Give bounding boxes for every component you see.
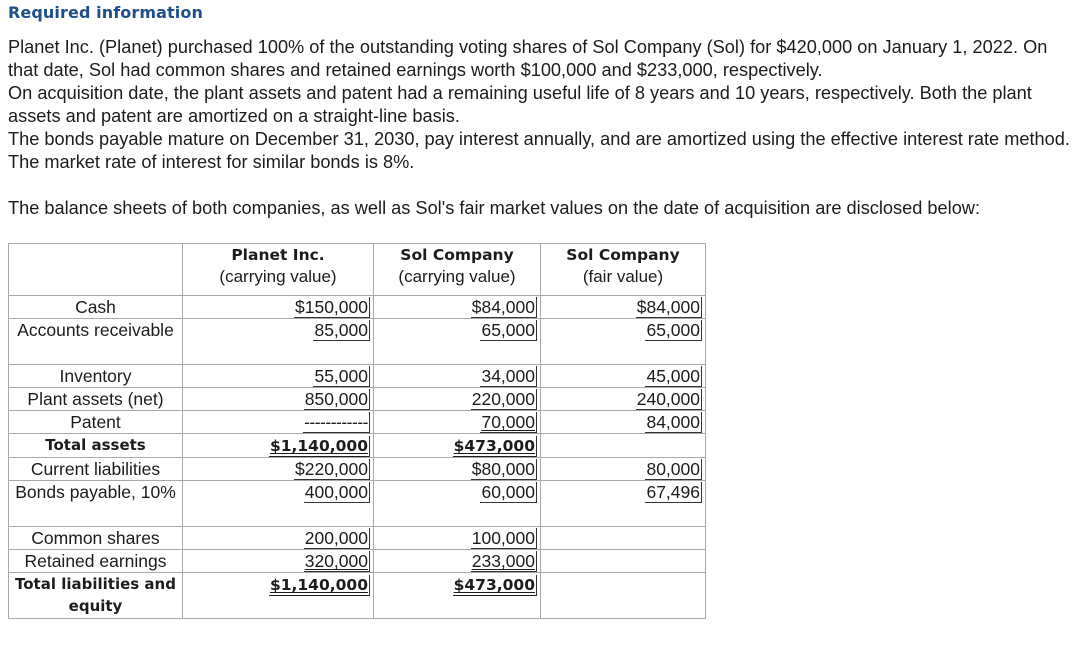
- header-sol-carrying-title: Sol Company: [400, 246, 514, 264]
- cell-planet: 850,000: [304, 389, 368, 409]
- row-label: Common shares: [9, 527, 183, 550]
- cell-sol-carrying: 60,000: [481, 482, 535, 502]
- cell-sol-carrying: $84,000: [471, 297, 535, 317]
- paragraph-acquisition: Planet Inc. (Planet) purchased 100% of the outstanding voting shares of Sol Company (Sol) for $420,000 on January 1, 2022. On that date, Sol had common shares and retained earnings worth $100,000 and $233,000, respectively.: [8, 37, 1048, 80]
- required-information-heading: Required information: [8, 3, 203, 22]
- cell-sol-fair: $84,000: [636, 297, 700, 317]
- cell-planet: $150,000: [295, 297, 368, 317]
- row-cash: [9, 296, 706, 319]
- header-corner: [9, 244, 183, 296]
- cell-sol-carrying: 34,000: [481, 366, 535, 386]
- row-label: Plant assets (net): [9, 388, 183, 411]
- row-label: Retained earnings: [9, 550, 183, 573]
- row-inventory: [9, 365, 706, 388]
- header-planet: [183, 244, 374, 296]
- cell-sol-fair: 65,000: [646, 320, 700, 340]
- cell-sol-carrying: $473,000: [453, 437, 535, 455]
- header-planet-title: Planet Inc.: [231, 246, 325, 264]
- cell-planet: $1,140,000: [269, 437, 368, 455]
- row-total-liabilities-equity: [9, 573, 706, 619]
- header-sol-carrying-sub: (carrying value): [398, 267, 516, 286]
- cell-sol-fair: 67,496: [646, 482, 700, 502]
- cell-sol-fair: 80,000: [646, 459, 700, 479]
- cell-planet: 200,000: [304, 528, 368, 548]
- cell-planet: 320,000: [304, 551, 368, 571]
- row-label: Total assets: [9, 434, 183, 458]
- cell-planet: $1,140,000: [269, 576, 368, 594]
- row-total-assets: [9, 434, 706, 458]
- row-label: Patent: [9, 411, 183, 434]
- row-common-shares: [9, 527, 706, 550]
- row-label: Current liabilities: [9, 458, 183, 481]
- cell-sol-carrying: $473,000: [453, 576, 535, 594]
- cell-planet: 85,000: [314, 320, 368, 340]
- row-current-liabilities: [9, 458, 706, 481]
- header-sol-fair-sub: (fair value): [582, 267, 664, 286]
- row-patent: [9, 411, 706, 434]
- cell-sol-carrying: 100,000: [471, 528, 535, 548]
- row-retained-earnings: [9, 550, 706, 573]
- row-bonds-payable: [9, 481, 706, 527]
- header-sol-fair-title: Sol Company: [566, 246, 680, 264]
- row-label: Total liabilities and equity: [9, 573, 183, 619]
- row-accounts-receivable: [9, 319, 706, 365]
- cell-sol-carrying: $80,000: [471, 459, 535, 479]
- row-label: Bonds payable, 10%: [9, 481, 183, 527]
- cell-sol-carrying: 220,000: [471, 389, 535, 409]
- cell-planet: 400,000: [304, 482, 368, 502]
- cell-sol-fair: 45,000: [646, 366, 700, 386]
- cell-planet: ------------: [304, 412, 368, 432]
- header-sol-fair: [541, 244, 706, 296]
- paragraph-bonds: The bonds payable mature on December 31, 2030, pay interest annually, and are amortized using the effective interest rate method. The market rate of interest for similar bonds is 8%.: [8, 129, 1070, 172]
- cell-planet: 55,000: [314, 366, 368, 386]
- cell-sol-carrying: 70,000: [481, 412, 535, 432]
- row-plant-assets: [9, 388, 706, 411]
- row-label: Inventory: [9, 365, 183, 388]
- cell-sol-carrying: 233,000: [471, 551, 535, 571]
- cell-sol-carrying: 65,000: [481, 320, 535, 340]
- header-sol-carrying: [374, 244, 541, 296]
- row-label: Accounts receivable: [9, 319, 183, 365]
- problem-description: [8, 36, 1073, 174]
- header-planet-sub: (carrying value): [219, 267, 337, 286]
- table-intro: The balance sheets of both companies, as well as Sol's fair market values on the date of acquisition are disclosed below:: [8, 198, 980, 218]
- balance-sheet-table: [8, 243, 706, 619]
- cell-sol-fair: 240,000: [636, 389, 700, 409]
- cell-planet: $220,000: [295, 459, 368, 479]
- cell-sol-fair: 84,000: [646, 412, 700, 432]
- paragraph-useful-life: On acquisition date, the plant assets and patent had a remaining useful life of 8 years and 10 years, respectively. Both the plant assets and patent are amortized on a straight-line basis.: [8, 83, 1032, 126]
- row-label: Cash: [9, 296, 183, 319]
